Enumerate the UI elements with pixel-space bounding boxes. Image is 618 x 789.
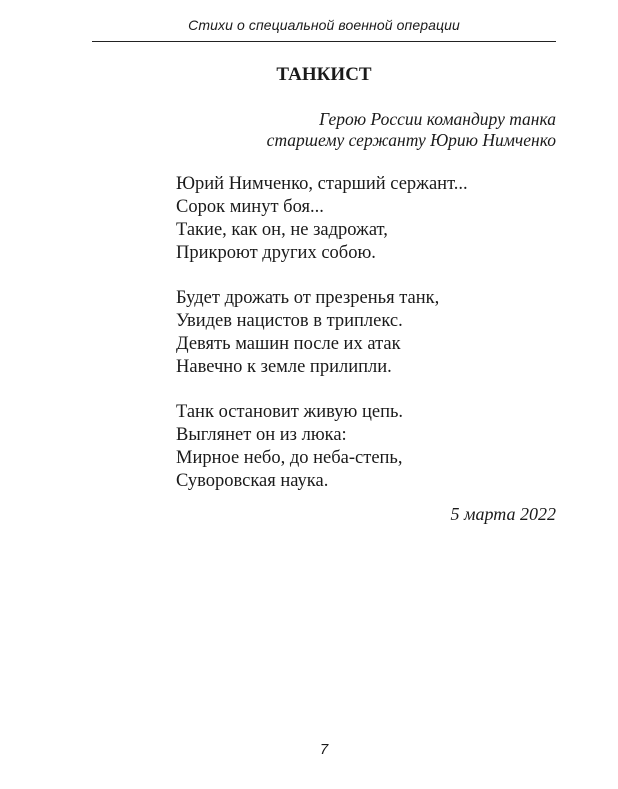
poem-title: ТАНКИСТ — [276, 64, 372, 85]
poem-dedication — [267, 109, 556, 151]
verse-line: Навечно к земле прилипли. — [176, 357, 392, 377]
stanza-1 — [176, 173, 468, 265]
verse-line: Такие, как он, не задрожат, — [176, 220, 388, 240]
verse-line: Юрий Нимченко, старший сержант... — [176, 174, 468, 194]
verse-line: Будет дрожать от презренья танк, — [176, 288, 440, 308]
dedication-line: старшему сержанту Юрию Нимченко — [266, 130, 556, 150]
verse-line: Выглянет он из люка: — [176, 425, 347, 445]
poem-body — [176, 173, 468, 515]
page-number: 7 — [319, 741, 329, 758]
header-divider — [92, 41, 556, 42]
stanza-3 — [176, 401, 468, 493]
verse-line: Сорок минут боя... — [176, 197, 324, 217]
verse-line: Прикроют других собою. — [176, 243, 376, 263]
running-header: Стихи о специальной военной операции — [188, 17, 460, 33]
verse-line: Танк остановит живую цепь. — [176, 402, 404, 422]
verse-line: Девять машин после их атак — [176, 334, 401, 354]
stanza-2 — [176, 287, 468, 379]
verse-line: Суворовская наука. — [176, 471, 329, 491]
poem-date: 5 марта 2022 — [450, 504, 556, 524]
dedication-line: Герою России командиру танка — [319, 109, 556, 129]
verse-line: Увидев нацистов в триплекс. — [176, 311, 403, 331]
verse-line: Мирное небо, до неба-степь, — [176, 448, 403, 468]
